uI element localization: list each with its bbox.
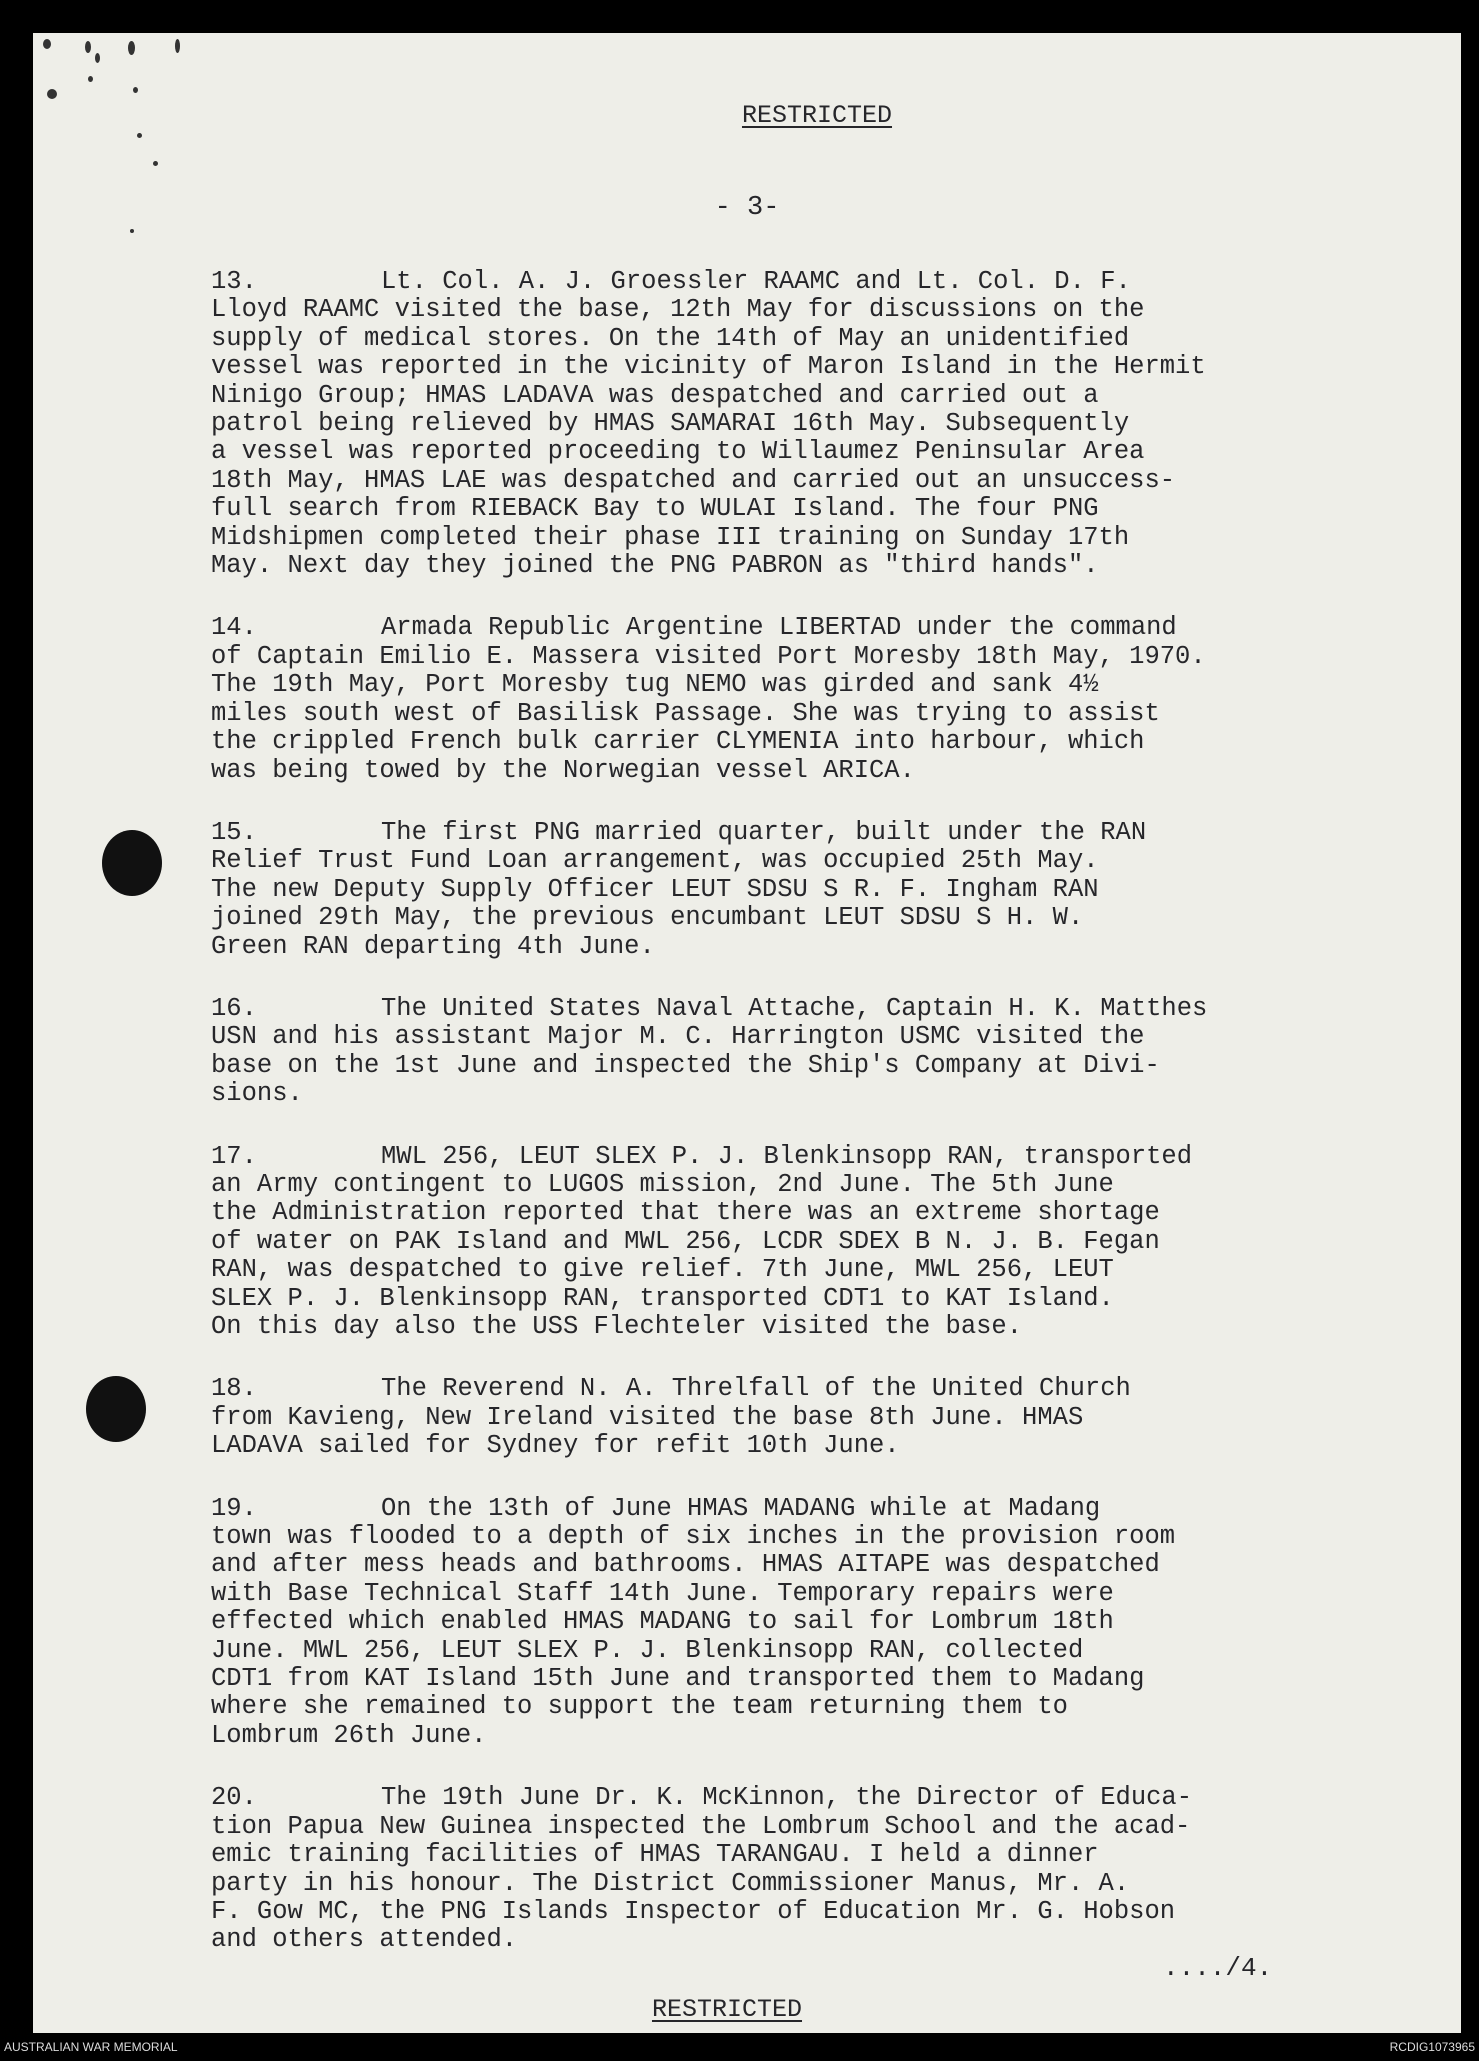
ink-speck xyxy=(130,229,134,233)
ink-speck xyxy=(128,41,135,55)
ink-speck xyxy=(153,161,158,166)
ink-speck xyxy=(88,76,93,82)
paragraph-20 xyxy=(211,1784,1341,1954)
paragraph-number: 14. xyxy=(211,613,257,643)
ink-speck xyxy=(175,39,180,53)
paragraph-16 xyxy=(211,995,1341,1109)
ink-speck xyxy=(133,87,138,93)
paragraph-18 xyxy=(211,1375,1341,1460)
ink-speck xyxy=(85,41,91,53)
paragraph-number: 13. xyxy=(211,267,257,296)
document-body xyxy=(211,268,1341,1989)
paragraph-13 xyxy=(211,268,1341,580)
ink-speck xyxy=(47,89,57,99)
paragraph-text: The United States Naval Attache, Captain H. K. Matthes USN and his assistant Major M. C. Harrington USMC visited the base on the 1st June and inspected the Ship's Company at Divi- sions. xyxy=(211,993,1208,1109)
paragraph-text: MWL 256, LEUT SLEX P. J. Blenkinsopp RAN, transported an Army contingent to LUGOS mission, 2nd June. The 5th June the Administration reported that there was an extreme shortage of water on PAK Island and MWL 256, LCDR SDEX B N. J. B. Fegan RAN, was despatched to give relief. 7th June, MWL 256, LEUT SLEX P. J. Blenkinsopp RAN, transported CDT1 to KAT Island. On this day also the USS Flechteler visited the base. xyxy=(211,1141,1193,1341)
paragraph-number: 19. xyxy=(211,1493,257,1523)
archive-reference-id: RCDIG1073965 xyxy=(1389,2040,1475,2054)
paragraph-text: The Reverend N. A. Threlfall of the United Church from Kavieng, New Ireland visited the base 8th June. HMAS LADAVA sailed for Sydney for refit 10th June. xyxy=(211,1374,1131,1461)
paragraph-number: 18. xyxy=(211,1374,257,1404)
punch-hole xyxy=(102,830,162,896)
paragraph-number: 15. xyxy=(211,817,257,847)
ink-speck xyxy=(43,39,51,49)
continuation-marker: ..../4. xyxy=(1163,1953,1273,1983)
archive-credit: AUSTRALIAN WAR MEMORIAL xyxy=(4,2040,178,2054)
classification-header: RESTRICTED xyxy=(741,101,893,130)
paragraph-text: The 19th June Dr. K. McKinnon, the Director of Educa- tion Papua New Guinea inspected the Lombrum School and the acad- emic training facilities of HMAS TARANGAU. I held a dinner party in his honour. The District Commissioner Manus, Mr. A. F. Gow MC, the PNG Islands Inspector of Education Mr. G. Hobson and others attended. xyxy=(211,1783,1193,1955)
paragraph-text: On the 13th of June HMAS MADANG while at Madang town was flooded to a depth of six inches in the provision room and after mess heads and bathrooms. HMAS AITAPE was despatched with Base Technical Staff 14th June. Temporary repairs were effected which enabled HMAS MADANG to sail for Lombrum 18th June. MWL 256, LEUT SLEX P. J. Blenkinsopp RAN, collected CDT1 from KAT Island 15th June and transported them to Madang where she remained to support the team returning them to Lombrum 26th June. xyxy=(211,1493,1176,1750)
paragraph-text: The first PNG married quarter, built under the RAN Relief Trust Fund Loan arrangement, was occupied 25th May. The new Deputy Supply Officer LEUT SDSU S R. F. Ingham RAN joined 29th May, the previous encumbant LEUT SDSU S H. W. Green RAN departing 4th June. xyxy=(211,817,1147,961)
paragraph-text: Armada Republic Argentine LIBERTAD under the command of Captain Emilio E. Massera visited Port Moresby 18th May, 1970. The 19th May, Port Moresby tug NEMO was girded and sank 4½ miles south west of Basilisk Passage. She was trying to assist the crippled French bulk carrier CLYMENIA into harbour, which was being towed by the Norwegian vessel ARICA. xyxy=(211,613,1206,785)
paragraph-17 xyxy=(211,1143,1341,1342)
ink-speck xyxy=(95,53,100,63)
punch-hole xyxy=(86,1376,146,1442)
paragraph-number: 17. xyxy=(211,1141,257,1171)
page-number: - 3- xyxy=(714,193,780,223)
paragraph-14 xyxy=(211,614,1341,784)
paragraph-number: 16. xyxy=(211,993,257,1023)
paragraph-number: 20. xyxy=(211,1783,257,1813)
paragraph-15 xyxy=(211,819,1341,961)
paragraph-text: Lt. Col. A. J. Groessler RAAMC and Lt. Col. D. F. Lloyd RAAMC visited the base, 12th May for discussions on the supply of medical stores. On the 14th of May an unidentified vessel was reported in the vicinity of Maron Island in the Hermit Ninigo Group; HMAS LADAVA was despatched and carried out a patrol being relieved by HMAS SAMARAI 16th May. Subsequently a vessel was reported proceeding to Willaumez Peninsular Area 18th May, HMAS LAE was despatched and carried out an unsuccess- full search from RIEBACK Bay to WULAI Island. The four PNG Midshipmen completed their phase III training on Sunday 17th May. Next day they joined the PNG PABRON as "third hands". xyxy=(211,267,1206,581)
document-page xyxy=(33,33,1461,2033)
paragraph-19 xyxy=(211,1495,1341,1751)
ink-speck xyxy=(137,133,142,138)
classification-footer: RESTRICTED xyxy=(651,1995,803,2024)
